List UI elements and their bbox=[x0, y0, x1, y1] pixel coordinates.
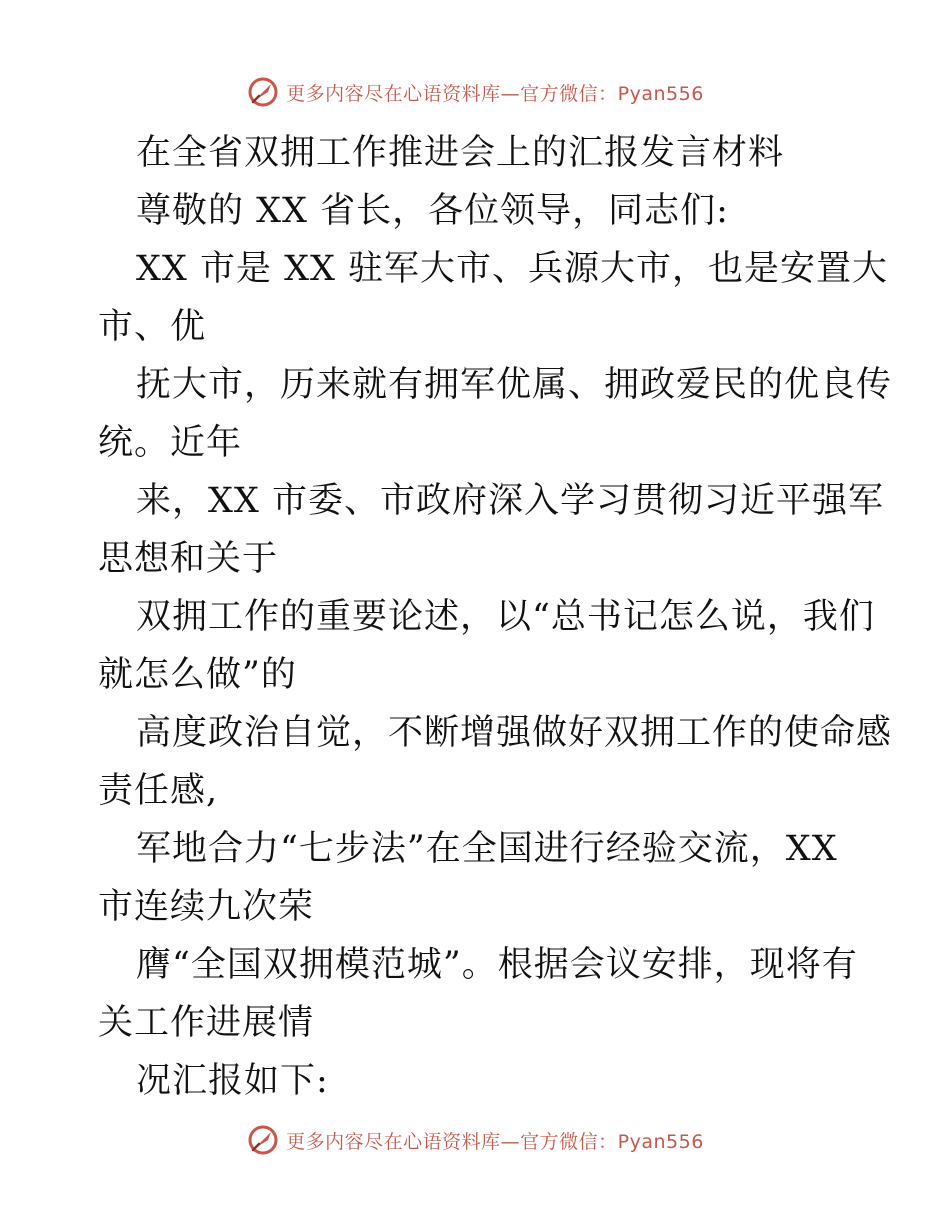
watermark-bottom bbox=[0, 1120, 950, 1160]
text-line: 关工作进展情 bbox=[98, 1003, 315, 1043]
text-line: 统。近年 bbox=[98, 423, 243, 463]
quill-logo-icon bbox=[246, 75, 280, 109]
text-line: 就怎么做”的 bbox=[98, 655, 297, 695]
text-line: 军地合力“七步法”在全国进行经验交流，XX bbox=[136, 829, 838, 869]
watermark-top bbox=[0, 72, 950, 112]
text-line: 膺“全国双拥模范城”。根据会议安排，现将有 bbox=[136, 945, 858, 985]
text-line: 尊敬的 XX 省长，各位领导，同志们: bbox=[136, 191, 729, 231]
quill-logo-icon bbox=[246, 1123, 280, 1157]
text-line: 抚大市，历来就有拥军优属、拥政爱民的优良传 bbox=[136, 365, 893, 405]
document-title: 在全省双拥工作推进会上的汇报发言材料 bbox=[136, 133, 785, 173]
text-line: 思想和关于 bbox=[98, 539, 279, 579]
text-line: 市连续九次荣 bbox=[98, 887, 315, 927]
text-line: 况汇报如下: bbox=[136, 1061, 329, 1101]
text-line: 高度政治自觉，不断增强做好双拥工作的使命感 bbox=[136, 713, 893, 753]
text-line: 双拥工作的重要论述，以“总书记怎么说，我们 bbox=[136, 597, 875, 637]
text-line: 责任感, bbox=[98, 771, 219, 811]
watermark-text: 更多内容尽在心语资料库—官方微信：Pyan556 bbox=[286, 1130, 704, 1153]
watermark-text: 更多内容尽在心语资料库—官方微信：Pyan556 bbox=[286, 82, 704, 105]
text-line: XX 市是 XX 驻军大市、兵源大市，也是安置大 bbox=[136, 249, 889, 289]
text-line: 来，XX 市委、市政府深入学习贯彻习近平强军 bbox=[136, 481, 884, 521]
document-body bbox=[98, 124, 893, 1110]
text-line: 市、优 bbox=[98, 307, 207, 347]
